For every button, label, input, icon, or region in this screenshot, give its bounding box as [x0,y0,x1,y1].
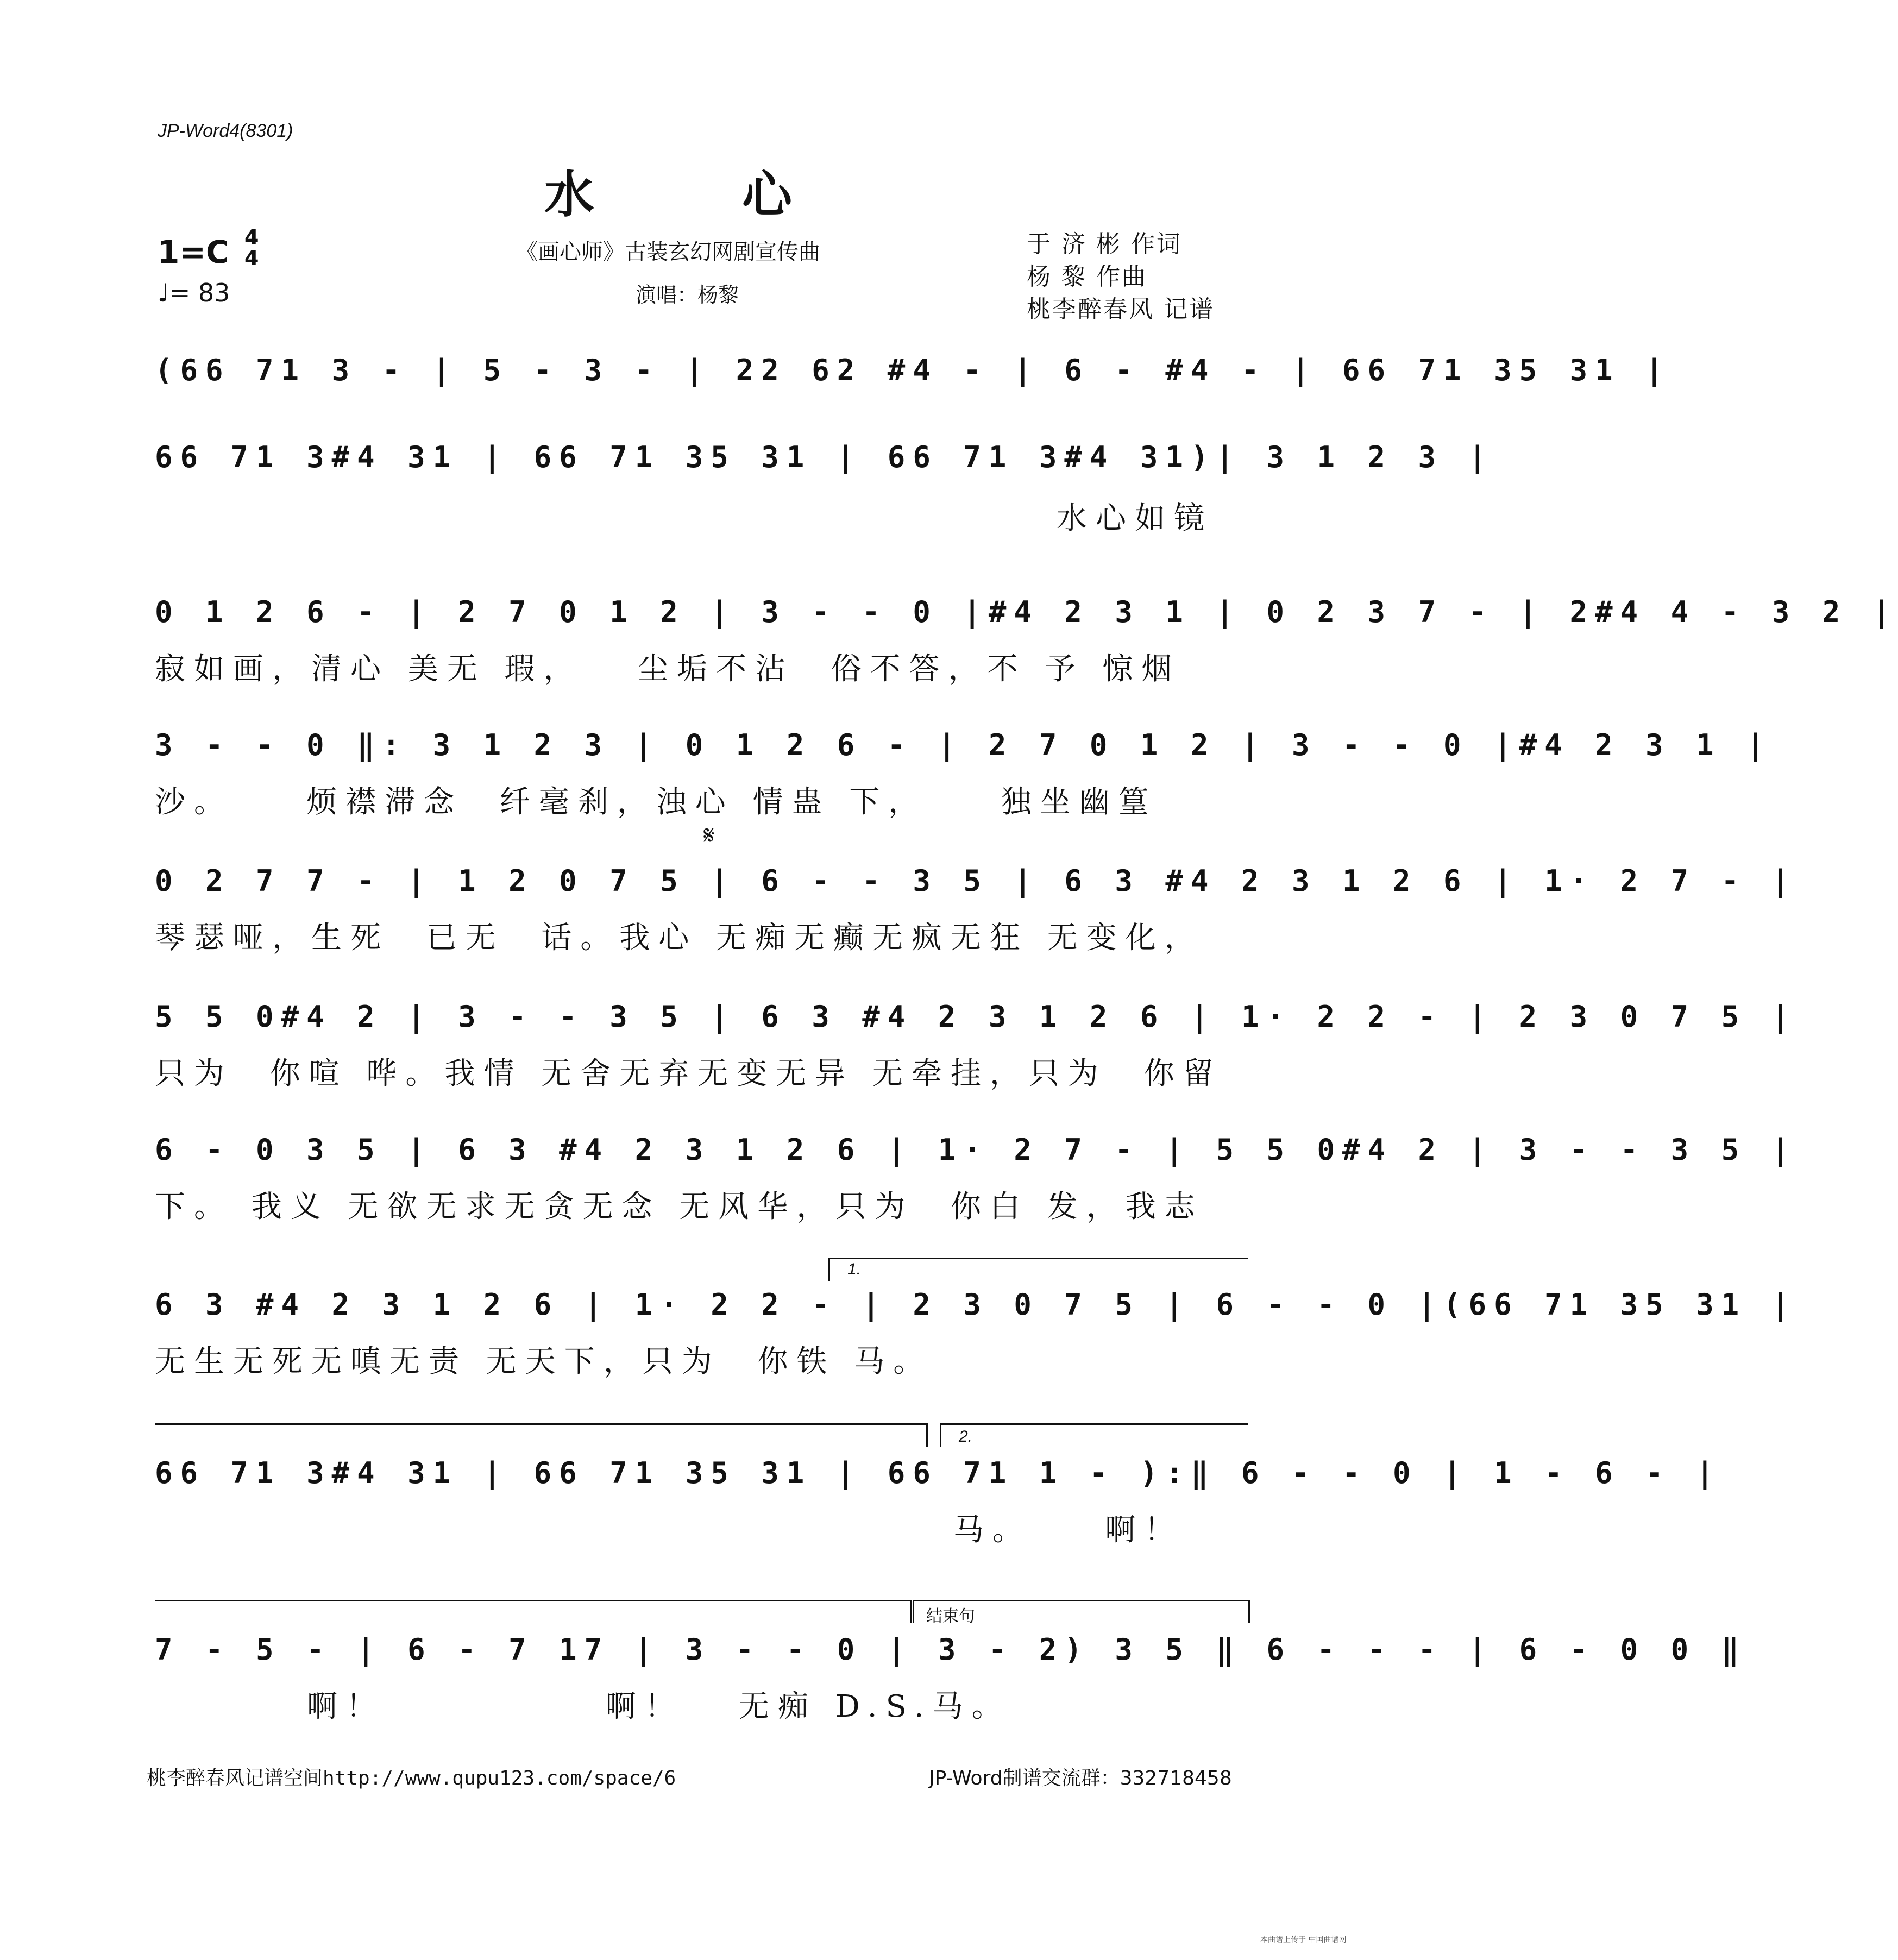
volta-1-bracket [828,1258,1248,1281]
lyrics-row-8: 无生无死无嗔无责 无天下，只为 你铁 马。 [155,1344,933,1379]
notes-row-5: 0 2 7 7 - | 1 2 0 7 5 | 6 - - 3 5 | 6 3 #4 2 3 1 2 6 | 1· 2 7 - | [155,864,1798,898]
volta-2-bracket [940,1423,1248,1447]
notes-row-9: 66 71 3#4 31 | 66 71 35 31 | 66 71 1 - ):‖ 6 - - 0 | 1 - 6 - | [155,1456,1721,1490]
key-signature: 1=C [158,234,229,271]
lyrics-row-10: 啊！ 啊！ 无痴 D.S.马。 [307,1689,1011,1724]
transcriber: 桃李醉春风 记谱 [1027,296,1215,323]
notes-row-4: 3 - - 0 ‖: 3 1 2 3 | 0 1 2 6 - | 2 7 0 1 2 | 3 - - 0 |#4 2 3 1 | [155,728,1772,762]
notes-row-8: 6 3 #4 2 3 1 2 6 | 1· 2 2 - | 2 3 0 7 5 | 6 - - 0 |(66 71 35 31 | [155,1287,1798,1322]
repeat-bracket-2 [155,1600,912,1623]
notes-row-10: 7 - 5 - | 6 - 7 17 | 3 - - 0 | 3 - 2) 3 5 ‖ 6 - - - | 6 - 0 0 ‖ [155,1632,1747,1667]
song-title: 水 心 [544,166,858,224]
lyricist: 于 济 彬 作词 [1027,230,1182,258]
software-tag: JP-Word4(8301) [158,121,293,141]
notes-row-6: 5 5 0#4 2 | 3 - - 3 5 | 6 3 #4 2 3 1 2 6 | 1· 2 2 - | 2 3 0 7 5 | [155,1000,1798,1034]
volta-1-label: 1. [847,1260,862,1278]
notes-row-7: 6 - 0 3 5 | 6 3 #4 2 3 1 2 6 | 1· 2 7 - | 5 5 0#4 2 | 3 - - 3 5 | [155,1133,1798,1167]
subtitle: 《画心师》古装玄幻网剧宣传曲 [516,240,820,265]
lyrics-row-9: 马。 啊！ [953,1512,1184,1548]
notes-row-1: (66 71 3 - | 5 - 3 - | 22 62 #4 - | 6 - #4 - | 66 71 35 31 | [155,353,1671,387]
credits [1027,228,1215,326]
composer: 杨 黎 作曲 [1027,263,1147,291]
time-signature-bottom: 4 [244,246,259,270]
time-signature-top: 4 [244,225,259,249]
lyrics-row-2: 水心如镜 [1057,501,1213,536]
notes-row-2: 66 71 3#4 31 | 66 71 35 31 | 66 71 3#4 31)| 3 1 2 3 | [155,440,1494,474]
lyrics-row-5: 琴瑟哑，生死 已无 话。我心 无痴无癫无疯无狂 无变化， [155,920,1204,956]
lyrics-row-7: 下。 我义 无欲无求无贪无念 无风华，只为 你白 发，我志 [155,1189,1204,1224]
notes-row-3: 0 1 2 6 - | 2 7 0 1 2 | 3 - - 0 |#4 2 3 1 | 0 2 3 7 - | 2#4 4 - 3 2 | [155,595,1898,629]
watermark: 本曲谱上传于 中国曲谱网 [1260,1936,1347,1944]
lyrics-row-3: 寂如画，清心 美无 瑕， 尘垢不沾 俗不答，不 予 惊烟 [155,651,1181,687]
footer-left: 桃李醉春风记谱空间http://www.qupu123.com/space/6 [147,1767,676,1789]
lyrics-row-4: 沙。 烦襟滞念 纤毫刹，浊心 情蛊 下， 独坐幽篁 [155,784,1158,820]
volta-2-label: 2. [959,1428,973,1446]
singer: 演唱：杨黎 [636,283,739,307]
footer-right: JP-Word制谱交流群：332718458 [929,1767,1232,1789]
segno-sign: 𝄋 [703,820,715,851]
time-signature [244,227,259,268]
lyrics-row-6: 只为 你喧 哗。我情 无舍无弃无变无异 无牵挂，只为 你留 [155,1056,1222,1091]
tempo-marking: ♩= 83 [158,278,230,307]
repeat-bracket [155,1423,928,1447]
coda-label: 结束句 [926,1607,975,1625]
